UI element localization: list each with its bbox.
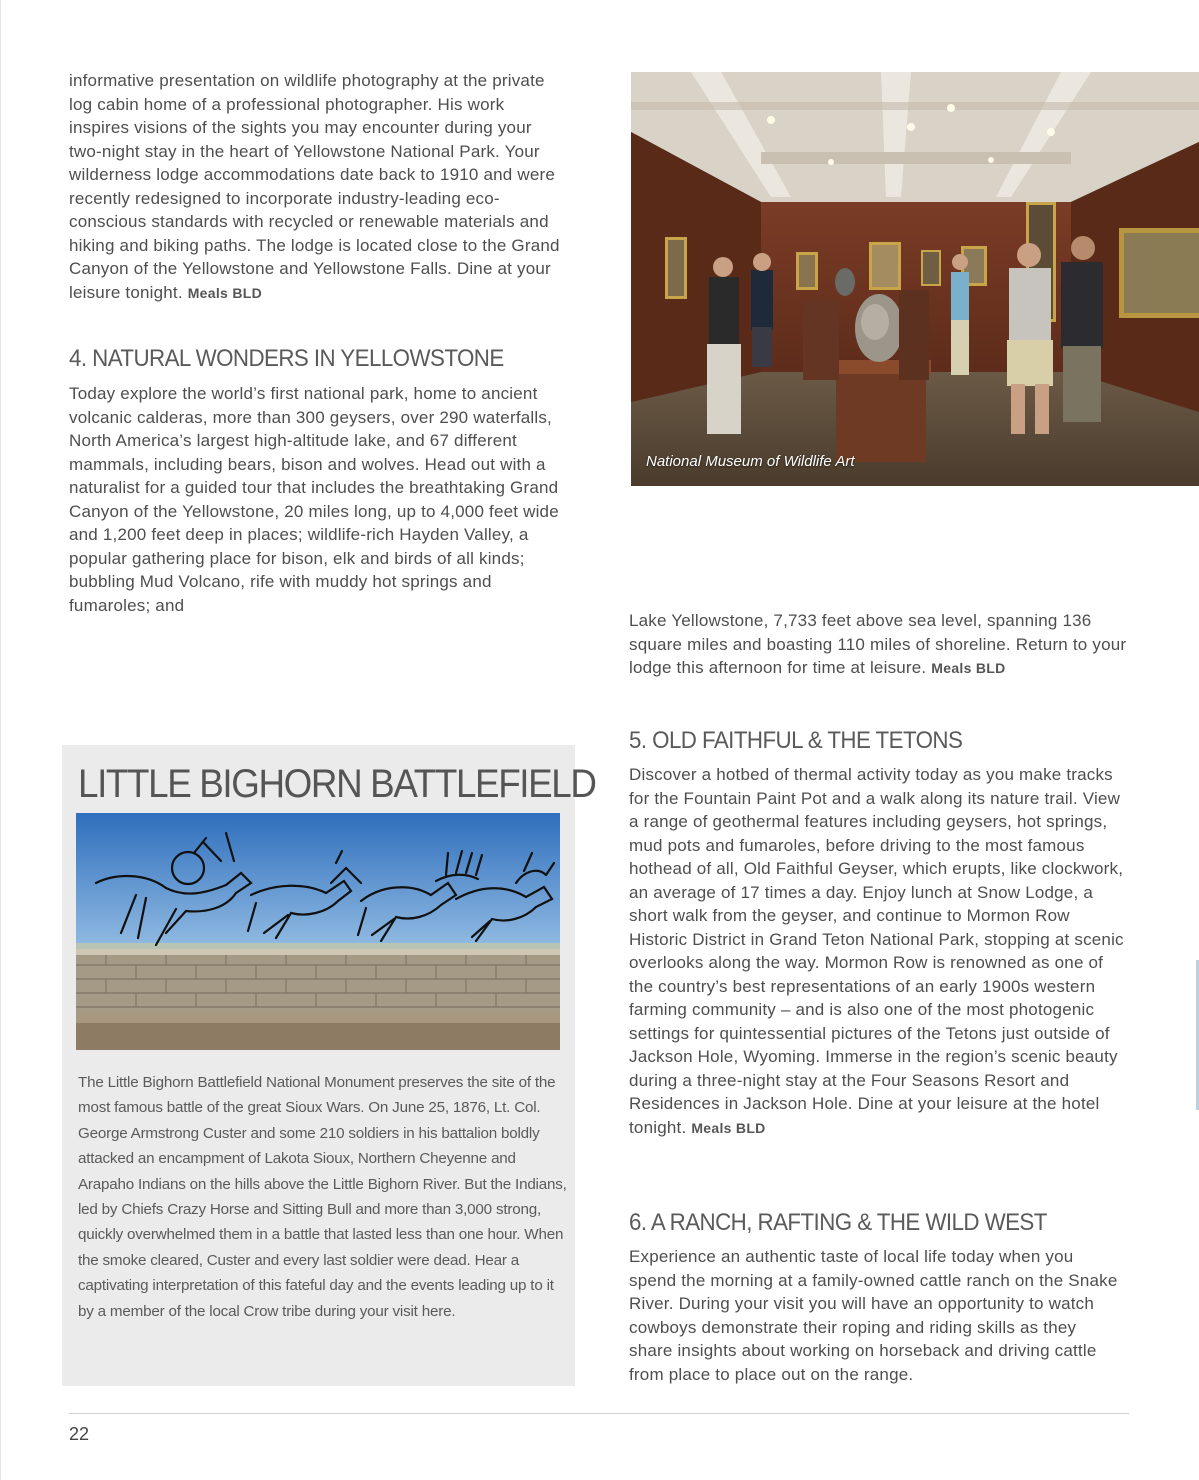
page-edge <box>0 0 1 1480</box>
sidebar-paragraph: The Little Bighorn Battlefield National Monument preserves the site of the most famous battle of the great Sioux Wars. On June 25, 1876, Lt. Col. George Armstrong Custer and some 210 soldiers in his battalion boldly attacked an encampment of Lakota Sioux, Northern Cheyenne and Arapaho Indians on the hills above the Little Bighorn River. But the Indians, led by Chiefs Crazy Horse and Sitting Bull and more than 3,000 strong, quickly overwhelmed them in a battle that lasted less than one hour. When the smoke cleared, Custer and every last soldier were dead. Hear a captivating interpretation of this fateful day and the events leading up to it by a member of the local Crow tribe during your visit here. <box>78 1074 567 1320</box>
footer-divider <box>69 1413 1129 1414</box>
intro-paragraph: informative presentation on wildlife photography at the private log cabin home of a professional photographer. His work inspires visions of the sights you may encounter during your two-night stay in the heart of Yellowstone National Park. Your wilderness lodge accommodations date back to 1910 and were recently redesigned to incorporate industry-leading eco-conscious standards with recycled or renewable materials and hiking and biking paths. The lodge is located close to the Grand Canyon of the Yellowstone and Yellowstone Falls. Dine at your leisure tonight. Meals BLD <box>69 71 560 302</box>
section-4-continued-paragraph: Lake Yellowstone, 7,733 feet above sea level, spanning 136 square miles and boasting 110 miles of shoreline. Return to your lodge this afternoon for time at leisure. Meals BLD <box>629 611 1127 677</box>
battlefield-photo <box>76 813 560 1050</box>
section-6-heading: 6. A RANCH, RAFTING & THE WILD WEST <box>629 1209 1047 1236</box>
meals-label: Meals BLD <box>931 660 1006 676</box>
museum-gallery-illustration <box>631 72 1199 486</box>
section-5-paragraph: Discover a hotbed of thermal activity today as you make tracks for the Fountain Paint Pot and a walk along its nature trail. View a range of geothermal features including geysers, hot springs, mud pots and fumaroles, before driving to the most famous hothead of all, Old Faithful Geyser, which erupts, like clockwork, an average of 17 times a day. Enjoy lunch at Snow Lodge, a short walk from the geyser, and continue to Mormon Row Historic District in Grand Teton National Park, stopping at scenic overlooks along the way. Mormon Row is renowned as one of the country’s best representations of an early 1900s western farming community – and is also one of the most photogenic settings for quintessential pictures of the Tetons just outside of Jackson Hole, Wyoming. Immerse in the region’s scenic beauty during a three-night stay at the Four Seasons Resort and Residences in Jackson Hole. Dine at your leisure at the hotel tonight. Meals BLD <box>629 765 1124 1137</box>
section-4-paragraph: Today explore the world’s first national park, home to ancient volcanic calderas, more than 300 geysers, over 290 waterfalls, North America’s largest high-altitude lake, and 67 different mammals, including bears, bison and wolves. Head out with a naturalist for a guided tour that includes the breathtaking Grand Canyon of the Yellowstone, 20 miles long, up to 4,000 feet wide and 1,200 feet deep in places; wildlife-rich Hayden Valley, a popular gathering place for bison, elk and birds of all kinds; bubbling Mud Volcano, rife with muddy hot springs and fumaroles; and <box>69 384 559 615</box>
page-number: 22 <box>69 1424 90 1444</box>
sidebar-box <box>62 745 596 1386</box>
sidebar-title: LITTLE BIGHORN BATTLEFIELD <box>78 762 596 806</box>
museum-photo <box>631 72 1199 486</box>
meals-label: Meals BLD <box>691 1119 766 1136</box>
section-4-heading: 4. NATURAL WONDERS IN YELLOWSTONE <box>69 345 504 372</box>
battlefield-memorial-illustration <box>76 813 560 1050</box>
section-5-heading: 5. OLD FAITHFUL & THE TETONS <box>629 727 963 754</box>
photo-caption: National Museum of Wildlife Art <box>646 453 855 470</box>
meals-label: Meals BLD <box>187 284 262 301</box>
section-6-paragraph: Experience an authentic taste of local life today when you spend the morning at a family-owned cattle ranch on the Snake River. During your visit you will have an opportunity to watch cowboys demonstrate their roping and riding skills as they share insights about working on horseback and driving cattle from place to place out on the range. <box>629 1247 1118 1384</box>
